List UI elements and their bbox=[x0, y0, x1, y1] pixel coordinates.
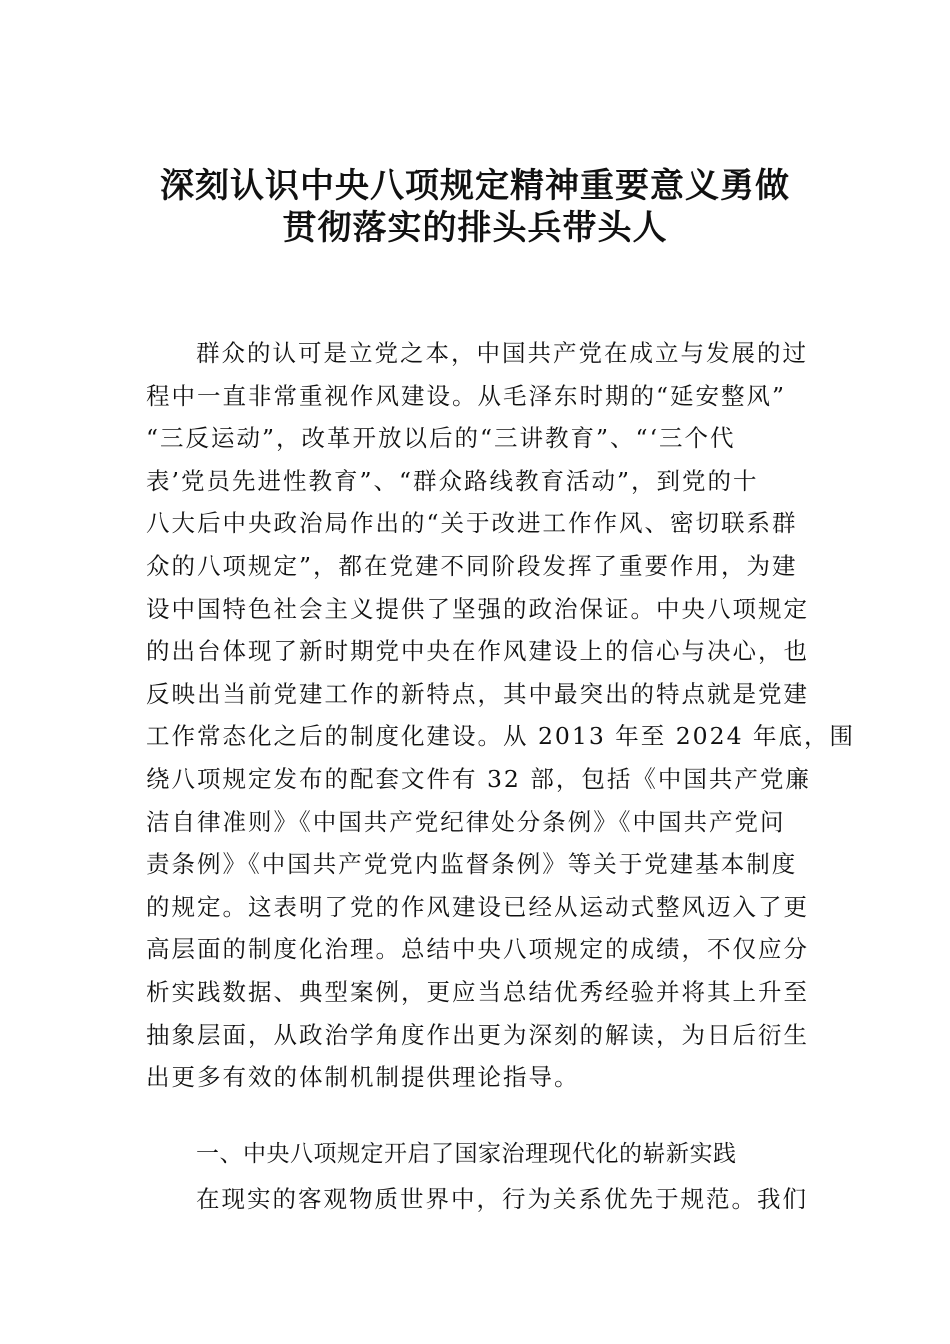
paragraph-1-line: 反映出当前党建工作的新特点，其中最突出的特点就是党建 bbox=[146, 679, 809, 708]
paragraph-1-line: 程中一直非常重视作风建设。从毛泽东时期的“延安整风” bbox=[146, 381, 787, 410]
paragraph-1-line: 析实践数据、典型案例，更应当总结优秀经验并将其上升至 bbox=[146, 977, 809, 1006]
paragraph-1-line: 出更多有效的体制机制提供理论指导。 bbox=[146, 1063, 580, 1092]
paragraph-1-line: 责条例》《中国共产党党内监督条例》等关于党建基本制度 bbox=[146, 850, 798, 879]
paragraph-1-line: 八大后中央政治局作出的“关于改进工作作风、密切联系群 bbox=[146, 509, 798, 538]
paragraph-2-first-line: 在现实的客观物质世界中，行为关系优先于规范。我们 bbox=[196, 1185, 808, 1213]
paragraph-1-line: 高层面的制度化治理。总结中央八项规定的成绩，不仅应分 bbox=[146, 935, 809, 964]
paragraph-1-line: 绕八项规定发布的配套文件有 32 部，包括《中国共产党廉 bbox=[146, 764, 811, 793]
paragraph-1-line: 的出台体现了新时期党中央在作风建设上的信心与决心，也 bbox=[146, 637, 809, 666]
paragraph-1-line: 工作常态化之后的制度化建设。从 2013 年至 2024 年底，围 bbox=[146, 722, 855, 751]
paragraph-1-line: 洁自律准则》《中国共产党纪律处分条例》《中国共产党问 bbox=[146, 807, 786, 836]
paragraph-1-line: 表’党员先进性教育”、“群众路线教育活动”，到党的十 bbox=[146, 466, 759, 495]
section-1-heading: 一、中央八项规定开启了国家治理现代化的崭新实践 bbox=[196, 1141, 737, 1167]
paragraph-1-line: 众的八项规定”，都在党建不同阶段发挥了重要作用，为建 bbox=[146, 551, 798, 580]
paragraph-1 bbox=[146, 332, 855, 1099]
paragraph-1-line: 抽象层面，从政治学角度作出更为深刻的解读，为日后衍生 bbox=[146, 1020, 809, 1049]
paragraph-1-line: 设中国特色社会主义提供了坚强的政治保证。中央八项规定 bbox=[146, 594, 809, 623]
document-title-line-2: 贯彻落实的排头兵带头人 bbox=[282, 208, 668, 248]
paragraph-1-line: 群众的认可是立党之本，中国共产党在成立与发展的过 bbox=[196, 339, 808, 367]
paragraph-1-line: “三反运动”，改革开放以后的“三讲教育”、“‘三个代 bbox=[146, 424, 736, 453]
paragraph-1-line: 的规定。这表明了党的作风建设已经从运动式整风迈入了更 bbox=[146, 892, 809, 921]
document-title-line-1: 深刻认识中央八项规定精神重要意义勇做 bbox=[160, 166, 790, 206]
